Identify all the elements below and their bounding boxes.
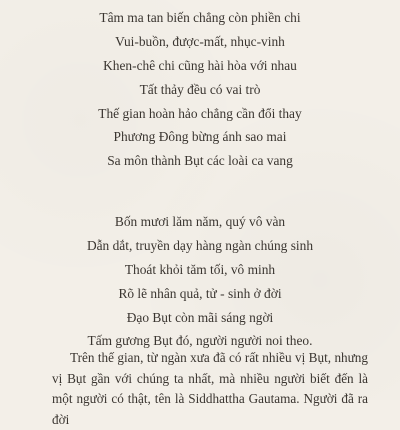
verse-line: Sa môn thành Bụt các loài ca vang [107,153,293,169]
verse-line: Tâm ma tan biến chẳng còn phiền chi [99,10,301,25]
verse-line: Tấm gương Bụt đó, người người noi theo. [87,333,313,349]
verse-line: Vui-buồn, được-mất, nhục-vinh [115,33,285,49]
verse-line: Rõ lẽ nhân quả, tử - sinh ở đời [118,285,282,301]
verse-line: Khen-chê chi cũng hài hòa với nhau [103,57,297,73]
verse-line: Tất thảy đều có vai trò [139,81,261,97]
verse-line: Phương Đông bừng ánh sao mai [113,129,287,145]
verse-line: Đạo Bụt còn mãi sáng ngời [126,309,274,325]
verse-line: Thoát khỏi tăm tối, vô minh [124,261,276,277]
verse-stanza-2 [0,210,400,353]
verse-line: Dẫn dắt, truyền dạy hàng ngàn chúng sinh [86,237,314,253]
verse-stanza-1 [0,6,400,173]
verse-line: Thế gian hoàn hảo chẳng cần đổi thay [98,105,302,121]
verse-line: Bốn mươi lăm năm, quý vô vàn [114,214,286,229]
prose-paragraph: Trên thế gian, từ ngàn xưa đã có rất nhiều vị Bụt, nhưng vị Bụt gần với chúng ta nhất, mà nhiều người biết đến là một người có thật, tên là Siddhattha Gautama. Người đã ra đời [52,350,368,427]
